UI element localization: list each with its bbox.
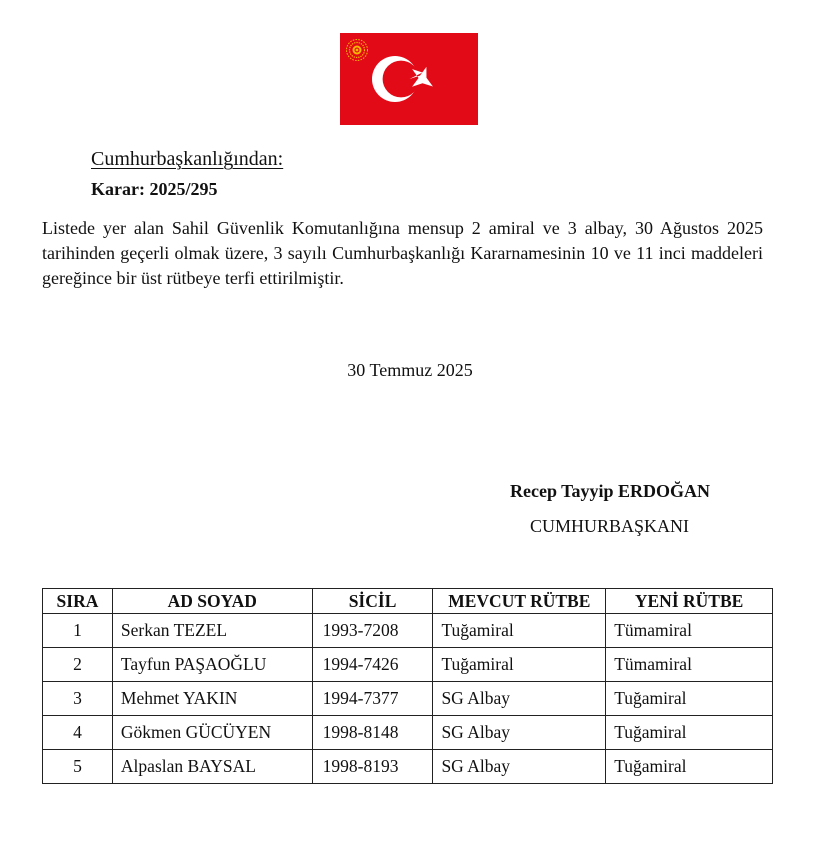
decision-body-text: Listede yer alan Sahil Güvenlik Komutanlığına mensup 2 amiral ve 3 albay, 30 Ağustos 2025 tarihinden geçerli olmak üzere, 3 sayılı Cumhurbaşkanlığı Kararnamesinin 10 ve 11 inci maddeleri gereğince bir üst rütbeye terfi ettirilmiştir. — [42, 218, 763, 288]
crescent-inner — [383, 61, 420, 98]
decision-number: Karar: 2025/295 — [91, 179, 218, 199]
issuing-authority: Cumhurbaşkanlığından: — [91, 148, 284, 170]
table-row — [43, 682, 773, 716]
cell-mevcut-rutbe: Tuğamiral — [433, 614, 606, 648]
table-row — [43, 648, 773, 682]
signer-name: Recep Tayyip ERDOĞAN — [510, 481, 711, 501]
cell-mevcut-rutbe: Tuğamiral — [433, 648, 606, 682]
table-header-row — [43, 589, 773, 614]
cell-ad-soyad: Alpaslan BAYSAL — [112, 750, 312, 784]
cell-sira: 3 — [43, 682, 113, 716]
cell-mevcut-rutbe: SG Albay — [433, 716, 606, 750]
cell-yeni-rutbe: Tuğamiral — [606, 750, 773, 784]
cell-mevcut-rutbe: SG Albay — [433, 750, 606, 784]
cell-sira: 1 — [43, 614, 113, 648]
cell-sicil: 1998-8193 — [312, 750, 433, 784]
cell-sicil: 1993-7208 — [312, 614, 433, 648]
cell-sicil: 1998-8148 — [312, 716, 433, 750]
decision-date: 30 Temmuz 2025 — [347, 360, 473, 380]
header-yeni-rutbe: YENİ RÜTBE — [606, 589, 773, 614]
cell-ad-soyad: Tayfun PAŞAOĞLU — [112, 648, 312, 682]
table-row — [43, 750, 773, 784]
promotion-table — [42, 588, 773, 784]
cell-yeni-rutbe: Tuğamiral — [606, 682, 773, 716]
cell-yeni-rutbe: Tuğamiral — [606, 716, 773, 750]
cell-yeni-rutbe: Tümamiral — [606, 614, 773, 648]
header-mevcut-rutbe: MEVCUT RÜTBE — [433, 589, 606, 614]
header-sira: SIRA — [43, 589, 113, 614]
cell-sira: 5 — [43, 750, 113, 784]
cell-sira: 4 — [43, 716, 113, 750]
cell-ad-soyad: Serkan TEZEL — [112, 614, 312, 648]
cell-ad-soyad: Gökmen GÜCÜYEN — [112, 716, 312, 750]
table-row — [43, 716, 773, 750]
header-ad-soyad: AD SOYAD — [112, 589, 312, 614]
cell-sicil: 1994-7377 — [312, 682, 433, 716]
cell-yeni-rutbe: Tümamiral — [606, 648, 773, 682]
cell-ad-soyad: Mehmet YAKIN — [112, 682, 312, 716]
cell-sicil: 1994-7426 — [312, 648, 433, 682]
header-sicil: SİCİL — [312, 589, 433, 614]
turkish-flag — [340, 33, 478, 125]
signer-title: CUMHURBAŞKANI — [530, 516, 690, 536]
table-row — [43, 614, 773, 648]
cell-sira: 2 — [43, 648, 113, 682]
cell-mevcut-rutbe: SG Albay — [433, 682, 606, 716]
